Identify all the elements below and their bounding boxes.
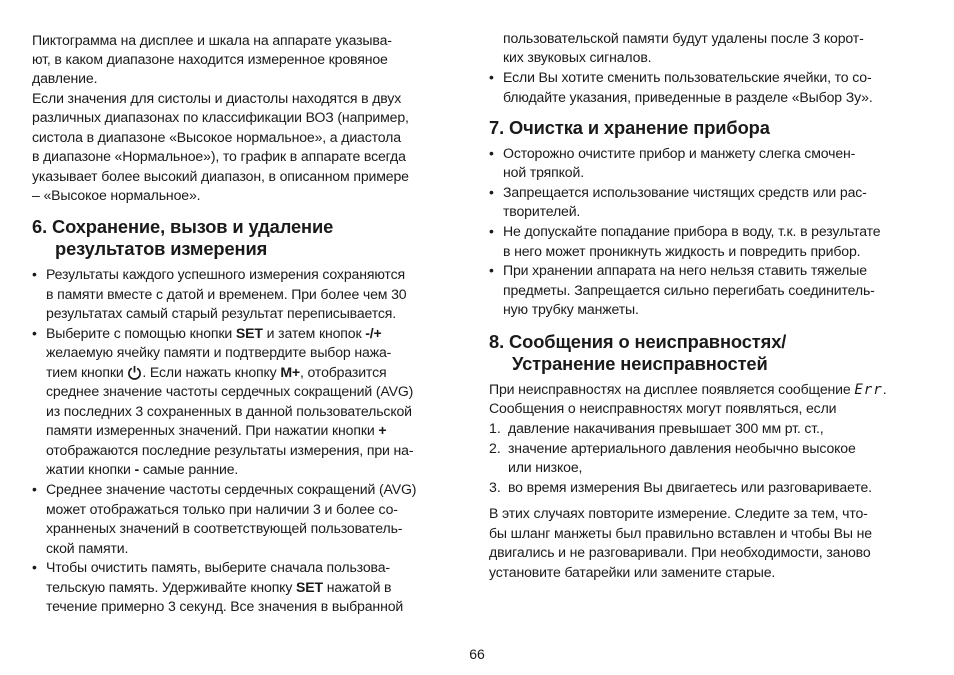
s6-b4-line: тельскую память. Удерживайте кнопку SET нажатой в: [46, 579, 392, 595]
bullet: •: [32, 266, 37, 282]
s7-b1-line: Осторожно очистите прибор и манжету слегка смочен-: [503, 145, 856, 161]
s6-b4-line: Чтобы очистить память, выберите сначала пользова-: [46, 559, 390, 575]
s7-b2-line: творителей.: [503, 203, 581, 219]
s6-b4-line: течение примерно 3 секунд. Все значения в выбранной: [46, 598, 404, 614]
minus-key: -: [134, 461, 140, 477]
intro-line: Если значения для систолы и диастолы находятся в двух: [32, 90, 402, 106]
list-number: 2.: [489, 440, 501, 456]
rt-b1-line: блюдайте указания, приведенные в разделе «Выбор Зу».: [503, 89, 873, 105]
s6-b2-line: среднее значение частоты сердечных сокращений (AVG): [46, 383, 414, 399]
section-8-heading: 8. Сообщения о неисправностях/: [489, 331, 787, 352]
continued-line: пользовательской памяти будут удалены после 3 корот-: [503, 30, 864, 46]
bullet: •: [489, 145, 494, 161]
section-8-heading-cont: Устранение неисправностей: [512, 353, 768, 374]
s6-b1-line: в памяти вместе с датой и временем. При более чем 30: [46, 286, 407, 302]
list-item: значение артериального давления необычно высокое: [508, 440, 856, 456]
bullet: •: [32, 559, 37, 575]
s8-outro-line: бы шланг манжеты был правильно вставлен и чтобы Вы не: [489, 525, 872, 541]
s6-b3-line: может отображаться только при наличии 3 и более со-: [46, 501, 398, 517]
bullet: •: [489, 184, 494, 200]
s7-b4-line: При хранении аппарата на него нельзя ставить тяжелые: [503, 262, 867, 278]
s7-b4-line: предметы. Запрещается сильно перегибать соединитель-: [503, 282, 875, 298]
s8-intro-line: При неисправностях на дисплее появляется сообщение Err.: [489, 381, 887, 398]
bullet: •: [489, 223, 494, 239]
set-key: SET: [296, 579, 323, 595]
s6-b3-line: хранненых значений в соответствующей пользователь-: [46, 520, 403, 536]
s6-b3-line: ской памяти.: [46, 540, 129, 556]
s6-b1-line: результатах самый старый результат переписывается.: [46, 305, 397, 321]
s8-outro-line: двигались и не разговаривали. При необходимости, заново: [489, 544, 871, 560]
s6-b1-line: Результаты каждого успешного измерения сохраняются: [46, 266, 405, 282]
list-item: или низкое,: [508, 459, 583, 475]
s8-outro-line: В этих случаях повторите измерение. Следите за тем, что-: [489, 505, 868, 521]
err-display-code: Err: [854, 382, 883, 398]
s6-b3-line: Среднее значение частоты сердечных сокращений (AVG): [46, 481, 417, 497]
bullet: •: [32, 325, 37, 341]
m-plus-key: M+: [280, 364, 301, 380]
rt-b1-line: Если Вы хотите сменить пользовательские ячейки, то со-: [503, 69, 872, 85]
list-number: 1.: [489, 420, 501, 436]
s7-b3-line: в него может проникнуть жидкость и повредить прибор.: [503, 243, 861, 259]
intro-line: Пиктограмма на дисплее и шкала на аппарате указыва-: [32, 32, 392, 48]
minus-plus-keys: -/+: [365, 325, 382, 341]
list-item: давление накачивания превышает 300 мм рт. ст.,: [508, 420, 824, 436]
continued-line: ких звуковых сигналов.: [503, 49, 652, 65]
s7-b2-line: Запрещается использование чистящих средств или рас-: [503, 184, 867, 200]
bullet: •: [489, 262, 494, 278]
intro-line: – «Высокое нормальное».: [32, 187, 201, 203]
s8-intro-line: Сообщения о неисправностях могут появляться, если: [489, 400, 837, 416]
plus-key: +: [378, 422, 387, 438]
intro-line: в диапазоне «Нормальное»), то график в аппарате всегда: [32, 148, 406, 164]
s6-b2-line: желаемую ячейку памяти и подтвердите выбор нажа-: [46, 344, 392, 360]
s7-b4-line: ную трубку манжеты.: [503, 301, 639, 317]
s7-b1-line: ной тряпкой.: [503, 164, 584, 180]
s8-outro-line: установите батарейки или замените старые.: [489, 564, 776, 580]
intro-line: различных диапазонах по классификации ВОЗ (например,: [32, 109, 409, 125]
bullet: •: [489, 69, 494, 85]
set-key: SET: [235, 325, 263, 341]
s6-b2-line: отображаются последние результаты измерения, при на-: [46, 442, 414, 458]
s6-b2-line: тием кнопки . Если нажать кнопку M+, отобразится: [46, 363, 386, 384]
page-number: 66: [469, 646, 485, 662]
section-7-heading: 7. Очистка и хранение прибора: [489, 117, 770, 138]
list-number: 3.: [489, 479, 501, 495]
bullet: •: [32, 481, 37, 497]
s7-b3-line: Не допускайте попадание прибора в воду, т.к. в результате: [503, 223, 881, 239]
s6-b2-line: памяти измеренных значений. При нажатии кнопки +: [46, 422, 387, 438]
intro-line: указывает более высокий диапазон, в описанном примере: [32, 168, 409, 184]
intro-line: систола в диапазоне «Высокое нормальное», а диастола: [32, 129, 401, 145]
section-6-heading-cont: результатов измерения: [55, 238, 268, 259]
list-item: во время измерения Вы двигаетесь или разговариваете.: [508, 479, 872, 495]
intro-line: давление.: [32, 70, 98, 86]
s6-b2-line: жатии кнопки - самые ранние.: [46, 461, 239, 477]
s6-b2-line: из последних 3 сохраненных в данной пользовательской: [46, 403, 412, 419]
intro-line: ют, в каком диапазоне находится измеренное кровяное: [32, 51, 388, 67]
section-6-heading: 6. Сохранение, вызов и удаление: [32, 216, 334, 237]
s6-b2-line: Выберите с помощью кнопки SET и затем кнопок -/+: [46, 325, 382, 341]
